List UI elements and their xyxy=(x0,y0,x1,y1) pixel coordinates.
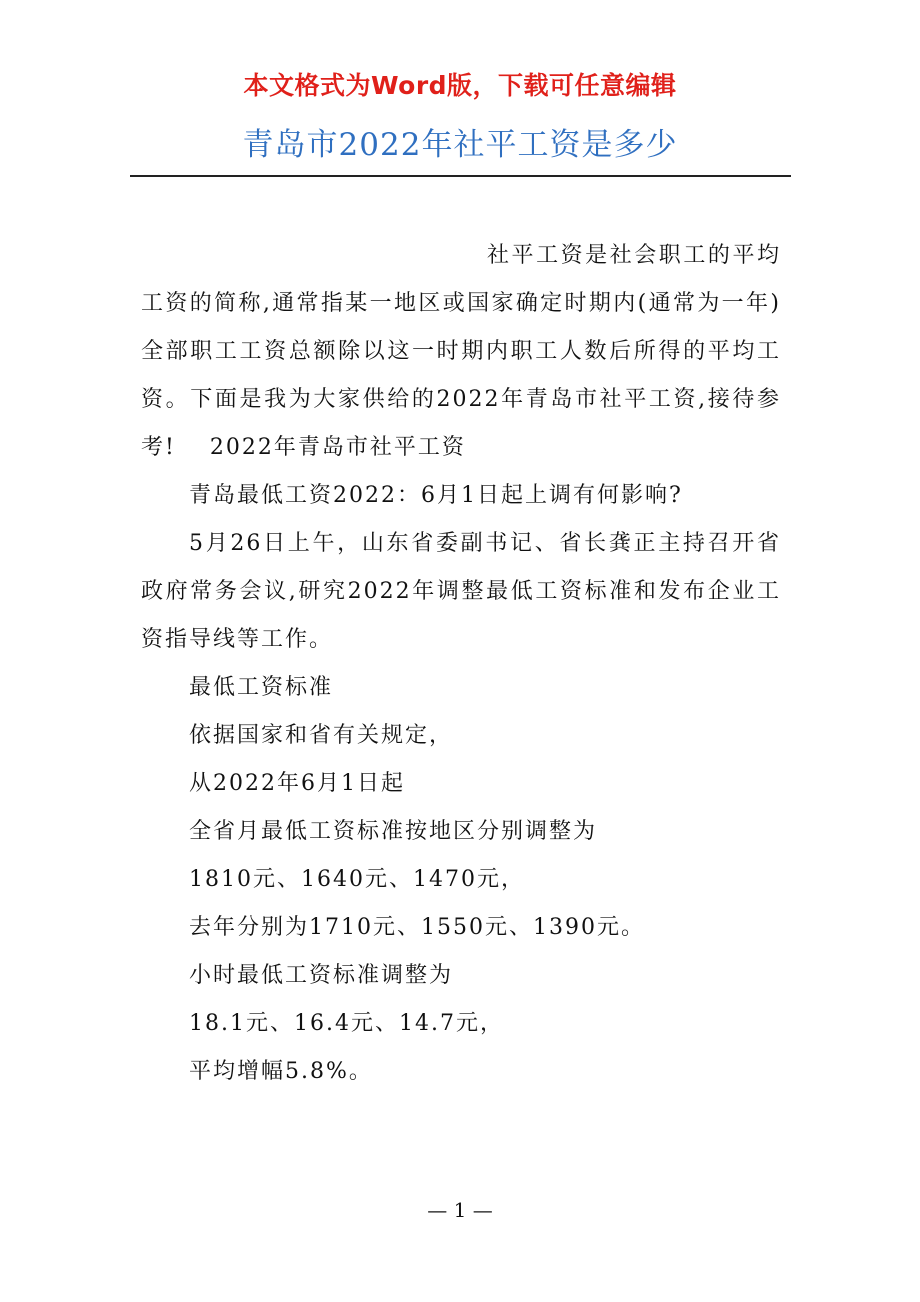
paragraph-basis: 依据国家和省有关规定， xyxy=(189,723,454,748)
document-title: 青岛市2022年社平工资是多少 xyxy=(242,127,678,163)
paragraph-increase: 平均增幅5.8%。 xyxy=(189,1059,373,1084)
title-divider xyxy=(130,175,791,177)
section-heading: 2022年青岛市社平工资 xyxy=(209,435,466,460)
intro-text: 社平工资是社会职工的平均工资的简称,通常指某一地区或国家确定时期内(通常为一年)全部职工工资总额除以这一时期内职工人数后所得的平均工资。下面是我为大家供给的2022年青岛市社平工资,接待参考! xyxy=(141,243,781,460)
paragraph-hourly-values: 18.1元、16.4元、14.7元， xyxy=(189,1011,504,1036)
paragraph-meeting: 5月26日上午，山东省委副书记、省长龚正主持召开省政府常务会议,研究2022年调整最低工资标准和发布企业工资指导线等工作。 xyxy=(141,531,781,652)
page-number: — 1 — xyxy=(427,1198,493,1222)
paragraph-monthly-values: 1810元、1640元、1470元， xyxy=(189,867,525,892)
paragraph-last-year: 去年分别为1710元、1550元、1390元。 xyxy=(189,915,645,940)
paragraph-monthly-heading: 全省月最低工资标准按地区分别调整为 xyxy=(189,819,598,844)
paragraph-effective-date: 从2022年6月1日起 xyxy=(189,771,405,796)
intro-paragraph xyxy=(141,232,781,472)
paragraph-hourly-heading: 小时最低工资标准调整为 xyxy=(189,963,454,988)
document-body xyxy=(141,232,781,1096)
paragraph-standard-heading: 最低工资标准 xyxy=(189,675,334,700)
paragraph-question: 青岛最低工资2022：6月1日起上调有何影响? xyxy=(189,483,683,508)
download-notice-banner: 本文格式为Word版，下载可任意编辑 xyxy=(243,71,677,100)
